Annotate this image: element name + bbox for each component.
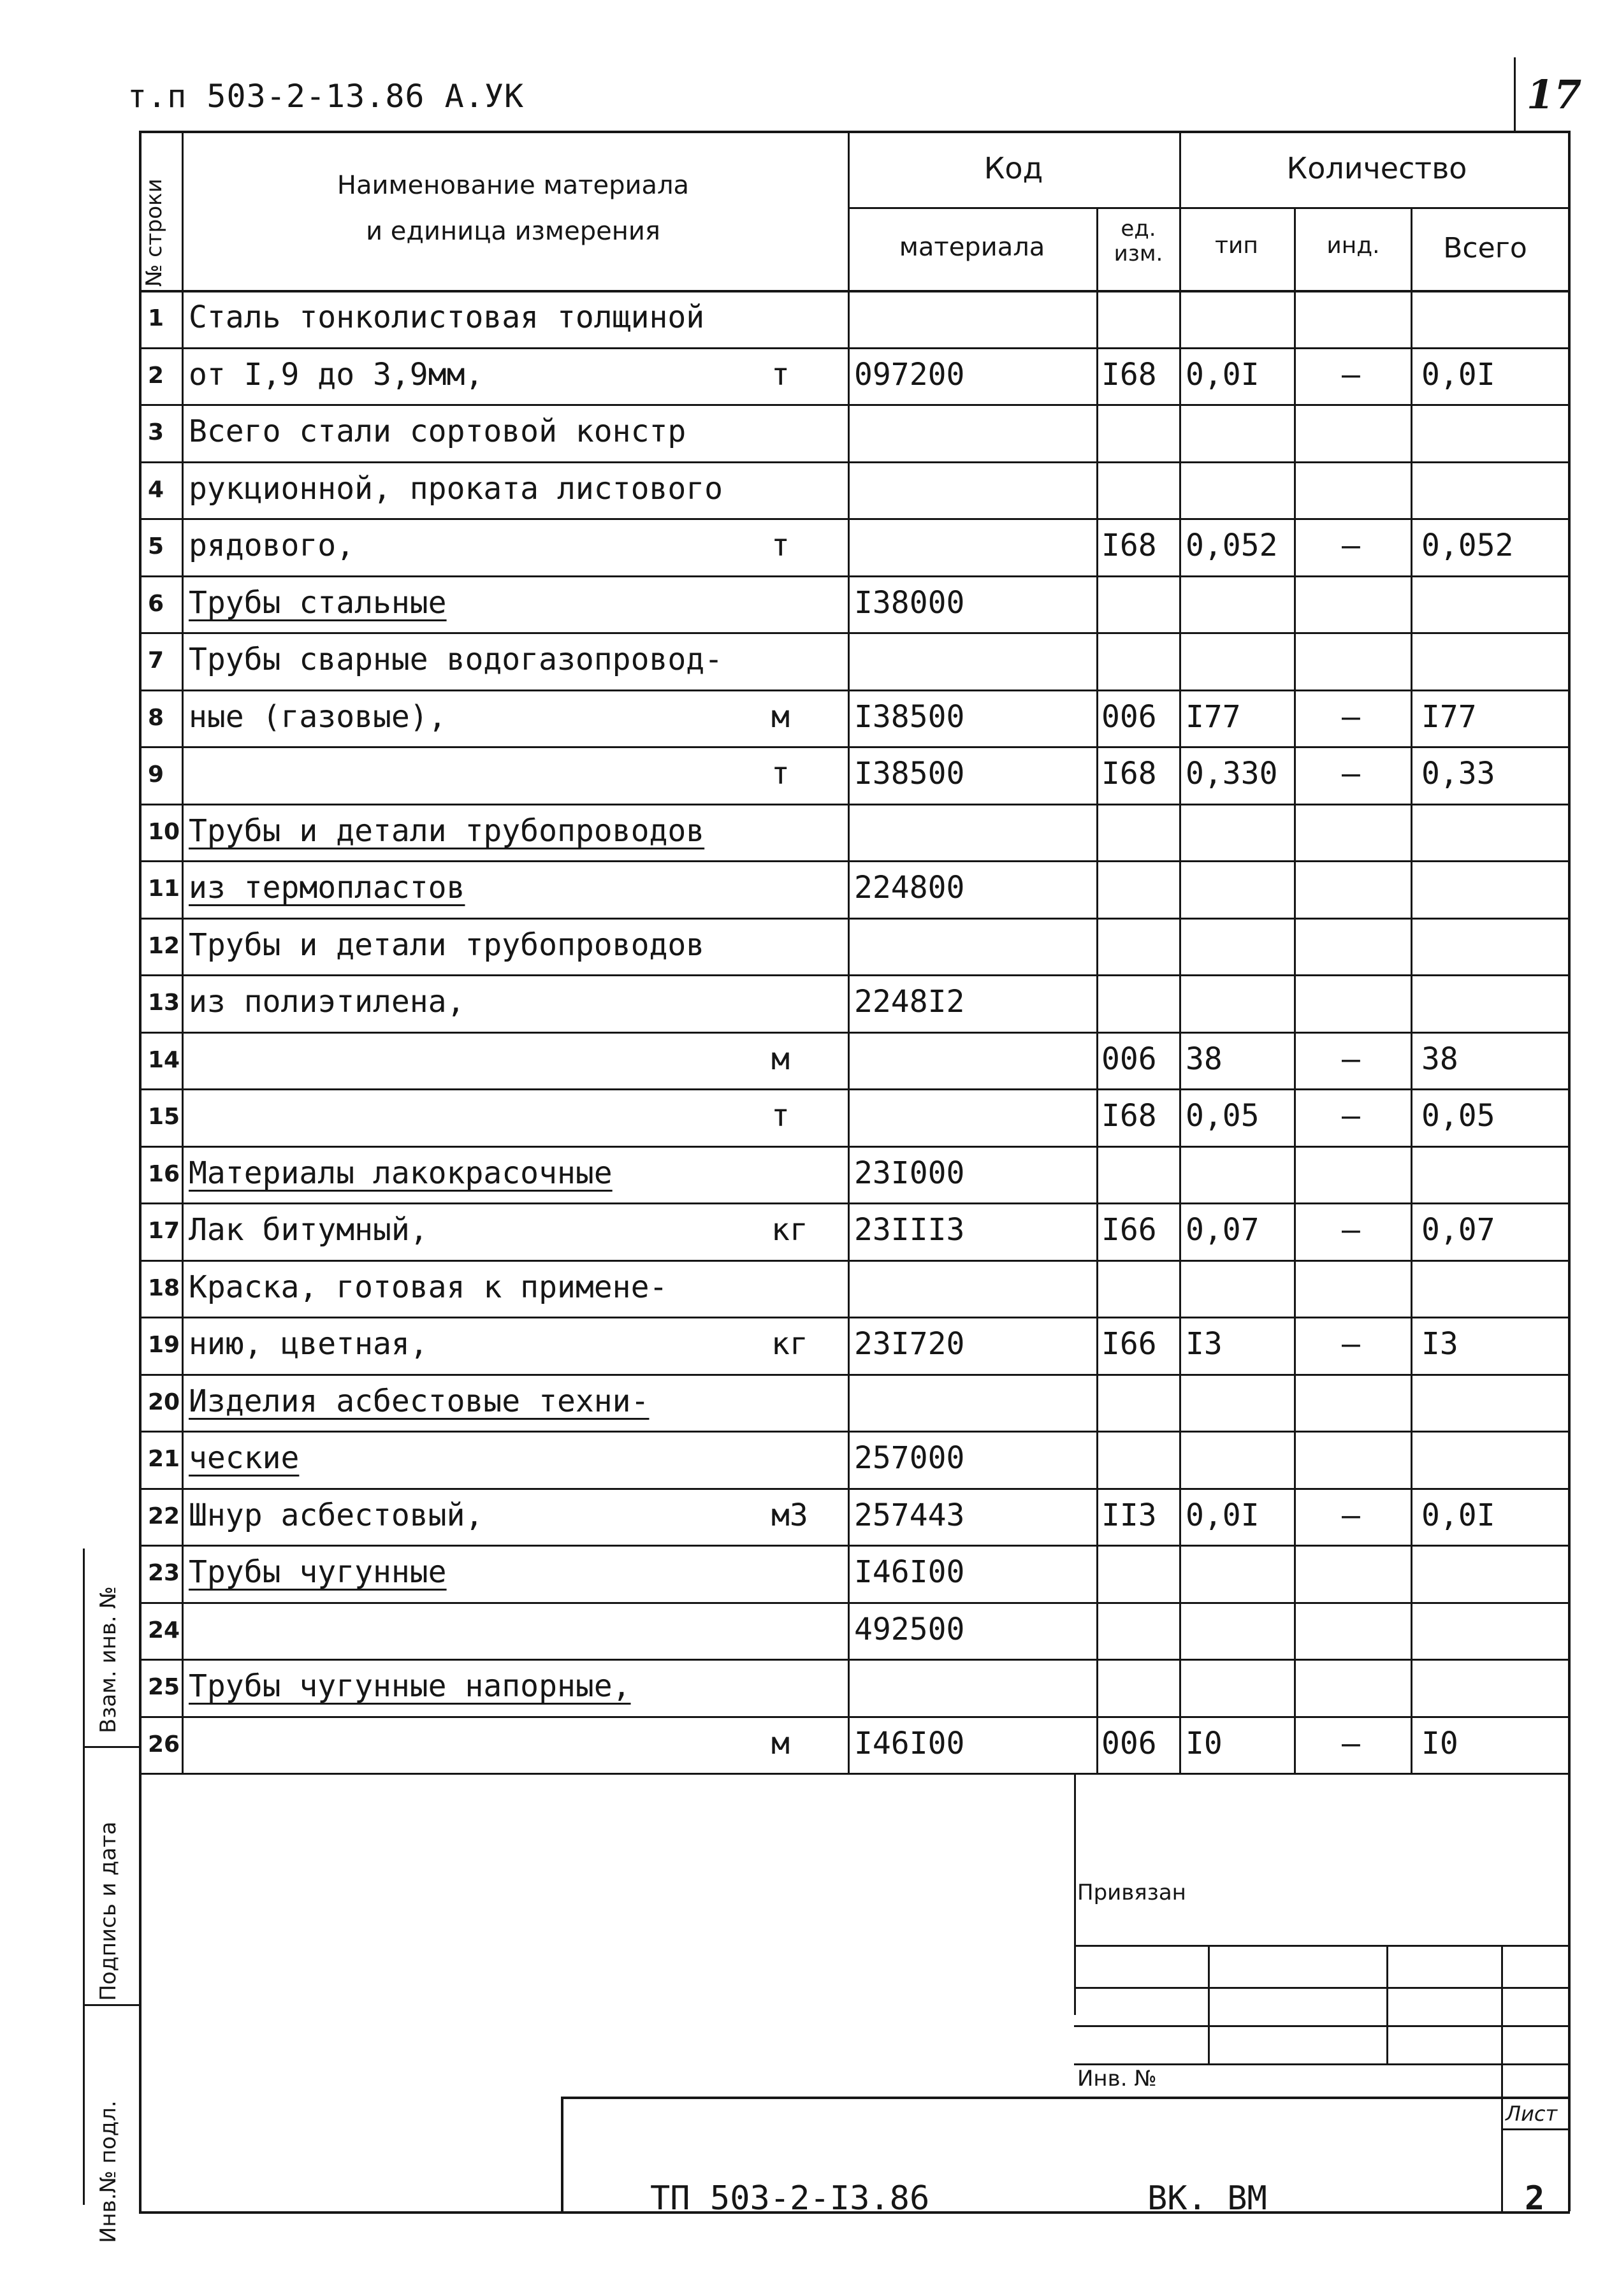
row-number: 15 [148,1104,180,1130]
qty-total: 0,33 [1421,756,1495,791]
row-number: 16 [148,1160,180,1187]
unit-of-measure: т [771,1098,790,1134]
grid-line [1208,1945,1210,2063]
grid-line [848,131,850,1773]
unit-of-measure: т [771,356,790,393]
grid-line [1568,1773,1571,2211]
grid-line [561,2097,1568,2099]
unit-code: II3 [1101,1497,1157,1533]
row-number: 17 [148,1218,180,1244]
qty-type: 0,0I [1186,356,1260,393]
grid-line [139,1659,1570,1661]
grid-line [1074,1773,1076,2015]
qty-total: 0,0I [1421,356,1495,393]
material-code: 2248I2 [854,984,965,1020]
grid-line [83,1746,140,1748]
material-name: Краска, готовая к примене- [189,1269,668,1305]
material-name: ные (газовые), [189,698,447,735]
stamp-doc-number: ТП 503-2-I3.86 [650,2179,930,2218]
grid-line [1294,207,1296,1773]
row-number: 9 [148,762,164,788]
grid-line [139,518,1570,520]
unit-code: 006 [1101,698,1157,735]
unit-code: I68 [1101,528,1157,563]
grid-line [139,918,1570,920]
qty-total: 0,0I [1421,1497,1495,1533]
grid-line [139,1202,1570,1204]
grid-line [1074,1987,1568,1989]
row-number: 19 [148,1332,180,1358]
material-code: I38500 [854,756,965,791]
grid-line [1074,2063,1568,2065]
row-number: 23 [148,1560,180,1586]
qty-ind: – [1342,528,1360,563]
unit-code: I66 [1101,1212,1157,1248]
grid-line [1514,57,1516,131]
material-code: 257443 [854,1497,965,1533]
material-code: I46I00 [854,1725,965,1761]
material-name: Трубы чугунные [189,1554,447,1590]
row-number: 12 [148,932,180,959]
qty-ind: – [1342,756,1360,791]
grid-line [139,290,1570,292]
header-name-line1: Наименование материала [337,171,690,200]
unit-of-measure: кг [771,1212,808,1248]
header-code: Код [984,151,1043,185]
material-name: из термопластов [189,870,465,906]
material-name: Трубы сварные водогазопровод- [189,642,723,677]
material-code: 23I000 [854,1155,965,1191]
grid-line [1386,1945,1388,2063]
row-number: 1 [148,305,164,331]
stamp-sheet-number: 2 [1525,2179,1545,2218]
grid-line [139,690,1570,691]
qty-total: I3 [1421,1326,1458,1362]
row-number: 6 [148,590,164,617]
row-number: 4 [148,476,164,503]
grid-line [1074,1945,1568,1947]
qty-total: 38 [1421,1041,1458,1077]
qty-type: 0,05 [1186,1098,1260,1134]
header-name-line2: и единица измерения [366,217,660,246]
qty-type: 0,0I [1186,1497,1260,1533]
unit-code: I68 [1101,1098,1157,1134]
row-number: 26 [148,1731,180,1758]
grid-line [139,461,1570,463]
unit-code: I68 [1101,756,1157,791]
qty-ind: – [1342,1326,1360,1362]
qty-total: 0,052 [1421,528,1514,563]
material-name: Трубы и детали трубопроводов [189,927,705,963]
material-name: Шнур асбестовый, [189,1497,484,1533]
material-name: от I,9 до 3,9мм, [189,356,484,393]
grid-line [139,1032,1570,1034]
grid-line [83,2004,140,2006]
material-name: нию, цветная, [189,1326,428,1362]
grid-line [139,131,142,1773]
qty-total: 0,07 [1421,1212,1495,1248]
grid-line [139,404,1570,406]
material-code: 23I720 [854,1326,965,1362]
material-name: ческие [189,1440,300,1476]
grid-line [139,1773,142,2211]
qty-ind: – [1342,698,1360,735]
grid-line [139,1260,1570,1262]
unit-of-measure: кг [771,1326,808,1362]
grid-line [139,1602,1570,1604]
row-number: 24 [148,1617,180,1643]
qty-ind: – [1342,1497,1360,1533]
qty-ind: – [1342,1212,1360,1248]
material-name: Материалы лакокрасочные [189,1155,613,1191]
qty-type: 0,052 [1186,528,1278,563]
material-code: 097200 [854,356,965,393]
qty-ind: – [1342,1041,1360,1077]
stamp-section: ВК. ВМ [1147,2179,1267,2218]
row-number: 5 [148,533,164,560]
qty-ind: – [1342,1098,1360,1134]
grid-line [182,131,184,1773]
row-number: 10 [148,818,180,845]
material-code: 492500 [854,1611,965,1647]
grid-line [561,2097,563,2211]
header-qty-type: тип [1215,233,1258,259]
grid-line [139,1374,1570,1376]
row-number: 3 [148,419,164,445]
unit-code: I66 [1101,1326,1157,1362]
grid-line [139,860,1570,862]
unit-code: 006 [1101,1725,1157,1761]
material-name: Трубы стальные [189,584,447,621]
grid-line [1074,2025,1568,2027]
header-qty-total: Всего [1443,232,1527,264]
row-number: 2 [148,362,164,389]
document-code: т.п 503-2-13.86 А.УК [127,78,525,115]
unit-of-measure: т [771,528,790,563]
grid-line [848,207,1570,209]
unit-code: I68 [1101,356,1157,393]
unit-of-measure: м3 [771,1497,808,1533]
unit-of-measure: м [771,1041,790,1077]
qty-total: 0,05 [1421,1098,1495,1134]
qty-type: 0,330 [1186,756,1278,791]
grid-line [139,1773,1570,1775]
grid-line [1411,207,1412,1773]
unit-code: 006 [1101,1041,1157,1077]
qty-type: 38 [1186,1041,1223,1077]
header-quantity: Количество [1286,151,1467,185]
grid-line [139,1716,1570,1718]
grid-line [83,1549,85,2205]
unit-of-measure: м [771,698,790,735]
row-number: 7 [148,647,164,674]
material-name: Лак битумный, [189,1212,428,1248]
material-code: 23III3 [854,1212,965,1248]
grid-line [139,1488,1570,1490]
stamp-list-label: Лист [1506,2102,1558,2126]
material-code: I46I00 [854,1554,965,1590]
grid-line [139,131,1570,133]
grid-line [139,1317,1570,1318]
row-number: 21 [148,1446,180,1472]
material-name: Трубы чугунные напорные, [189,1668,631,1704]
material-name: Сталь тонколистовая толщиной [189,300,705,335]
material-name: Трубы и детали трубопроводов [189,812,705,849]
row-number: 22 [148,1503,180,1529]
row-number: 8 [148,704,164,731]
side-label-inv: Инв.№ подл. [96,2100,121,2243]
qty-type: 0,07 [1186,1212,1260,1248]
qty-total: I77 [1421,698,1477,735]
header-code-unit: ед. изм. [1114,216,1163,267]
row-number: 14 [148,1046,180,1073]
row-number: 18 [148,1274,180,1301]
header-code-material: материала [899,233,1045,262]
qty-total: I0 [1421,1725,1458,1761]
grid-line [139,974,1570,976]
row-number: 13 [148,990,180,1016]
header-qty-ind: инд. [1326,233,1380,259]
unit-of-measure: м [771,1725,790,1761]
material-code: 224800 [854,870,965,906]
grid-line [139,1431,1570,1433]
material-code: I38500 [854,698,965,735]
grid-line [1096,207,1098,1773]
side-label-podpis: Подпись и дата [96,1821,121,2001]
row-number: 20 [148,1389,180,1415]
qty-type: I3 [1186,1326,1223,1362]
grid-line [139,1146,1570,1148]
row-number: 25 [148,1674,180,1700]
sheet-mark: 17 [1527,71,1582,118]
grid-line [139,1088,1570,1090]
stamp-privyazan: Привязан [1077,1880,1186,1905]
unit-of-measure: т [771,756,790,791]
material-name: из полиэтилена, [189,984,465,1020]
grid-line [139,632,1570,634]
material-name: рядового, [189,528,355,563]
material-name: Изделия асбестовые техни- [189,1383,650,1419]
material-name: Всего стали сортовой констр [189,414,686,449]
grid-line [1501,2128,1568,2130]
grid-line [139,746,1570,748]
grid-line [1179,131,1181,1773]
qty-type: I0 [1186,1725,1223,1761]
material-code: 257000 [854,1440,965,1476]
row-number: 11 [148,876,180,902]
qty-ind: – [1342,356,1360,393]
grid-line [1568,131,1571,1773]
material-code: I38000 [854,584,965,621]
qty-ind: – [1342,1725,1360,1761]
grid-line [1501,1945,1503,2211]
stamp-inv-no: Инв. № [1077,2066,1157,2091]
grid-line [139,575,1570,577]
side-label-vzam: Взам. инв. № [96,1586,121,1733]
grid-line [139,1545,1570,1547]
qty-type: I77 [1186,698,1241,735]
grid-line [139,804,1570,805]
header-row-number: № строки [142,178,167,287]
material-name: рукционной, проката листового [189,470,723,507]
grid-line [139,347,1570,349]
